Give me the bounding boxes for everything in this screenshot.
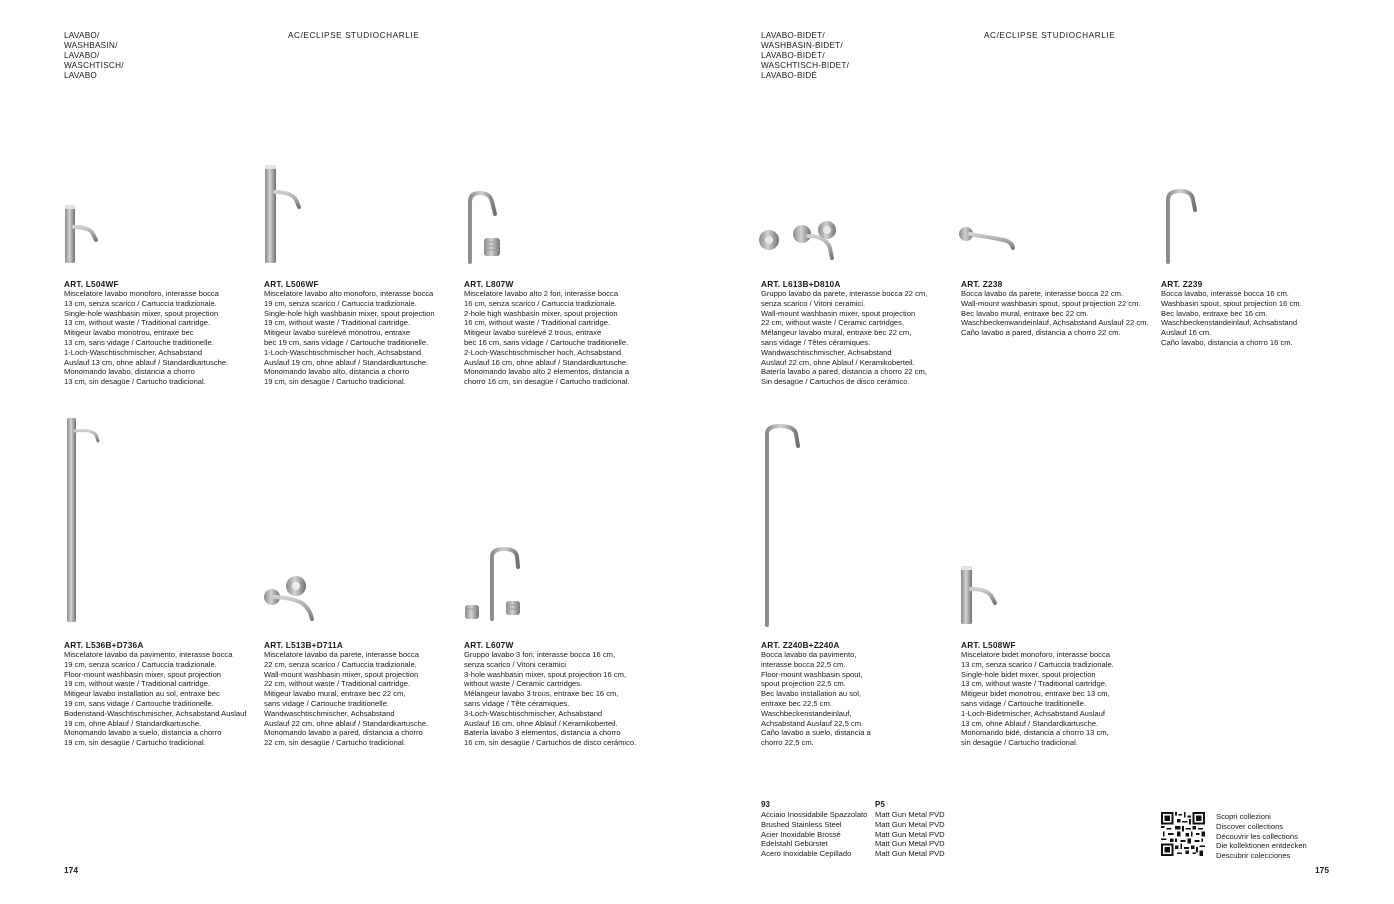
product-description: Bocca lavabo da pavimento, interasse bocca 22,5 cm. Floor-mount washbasin spout, spout projection 22,5 cm. Bec lavabo installation au sol, entraxe bec 22,5 cm. Waschbeckenstandeinlauf, Achsabstand Auslauf 22,5 cm. Caño lavabo a suelo, distancia a chorro 22,5 cm.: [761, 650, 871, 748]
l504wf-mixer-image: [60, 200, 110, 270]
product-l607w: [464, 640, 674, 748]
right-page-collection: AC/ECLIPSE STUDIOCHARLIE: [984, 31, 1116, 40]
l807w-mixer-image: [462, 190, 512, 265]
finish-93: [761, 800, 867, 859]
finish-names: Matt Gun Metal PVD Matt Gun Metal PVD Matt Gun Metal PVD Matt Gun Metal PVD Matt Gun Metal PVD: [875, 810, 945, 859]
z238-spout-image: [958, 222, 1018, 252]
product-l508wf: [961, 640, 1161, 748]
product-code: ART. L536B+D736A: [64, 640, 144, 650]
product-code: ART. L508WF: [961, 640, 1016, 650]
l607w-mixer-image: [462, 545, 527, 625]
right-page-number: 175: [1315, 865, 1329, 875]
product-l506wf: [264, 279, 464, 387]
product-description: Miscelatore lavabo da pavimento, interasse bocca 19 cm, senza scarico / Cartuccia tradizionale. Floor-mount washbasin mixer, spout projection 19 cm, without waste / Traditional cartridge. Mitigeur lavabo installation au sol, entraxe bec 19 cm, sans vidage / Cartouche traditionelle. Bodenstand-Waschtischmischer, Achsabstand Auslauf 19 cm, ohne Ablauf / Standardkartusche. Monomando lavabo a suelo, distancia a chorro 19 cm, sin desagüe / Cartucho tradicional.: [64, 650, 247, 748]
product-description: Miscelatore lavabo alto monoforo, interasse bocca 19 cm, senza scarico / Cartuccia tradizionale. Single-hole high washbasin mixer, spout projection 19 cm, without waste / Traditional cartridge. Mitigeur lavabo surélevé monotrou, entraxe bec 19 cm, sans vidage / Cartouche traditionelle. 1-Loch-Waschtischmischer hoch, Achsabstand Auslauf 19 cm, ohne ablauf / Standardkartusche. Monomando lavabo alto, distancia a chorro 19 cm, sin desagüe / Cartucho tradicional.: [264, 289, 435, 387]
z240b-z240a-spout-image: [760, 422, 810, 627]
l506wf-mixer-image: [262, 162, 322, 266]
product-description: Gruppo lavabo 3 fori, interasse bocca 16 cm, senza scarico / Vitoni ceramici 3-hole washbasin mixer, spout projection 16 cm, without waste / Ceramic cartridges. Mélangeur lavabo 3 trous, entraxe bec 16 cm, sans vidage / Tête céramiques. 3-Loch-Waschtischmischer, Achsabstand Auslauf 16 cm, ohne Ablauf / Keramikoberteil. Batería lavabo 3 elementos, distancia a chorro 16 cm, sin desagüe / Cartuchos de disco cerámico.: [464, 650, 637, 748]
product-code: ART. L506WF: [264, 279, 319, 289]
product-code: ART. Z238: [961, 279, 1003, 289]
l613b-d810a-mixer-image: [758, 218, 843, 268]
finish-code: 93: [761, 800, 770, 809]
product-l807w: [464, 279, 664, 387]
product-code: ART. Z240B+Z240A: [761, 640, 840, 650]
product-l504wf: [64, 279, 264, 387]
left-page-number: 174: [64, 865, 78, 875]
product-code: ART. L613B+D810A: [761, 279, 841, 289]
product-code: ART. L607W: [464, 640, 514, 650]
discover-collections-text[interactable]: Scopri collezioni Discover collections Découvrir les collections Die kollektionen entdecken Descubrir colecciones: [1216, 812, 1307, 861]
finish-code: P5: [875, 800, 885, 809]
product-z240b-z240a: [761, 640, 961, 748]
finish-p5: [875, 800, 945, 859]
l508wf-bidet-mixer-image: [958, 563, 1008, 628]
product-l536b-d736a: [64, 640, 264, 748]
product-description: Miscelatore bidet monoforo, interasse bocca 13 cm, senza scarico / Cartuccia tradizionale. Single-hole bidet mixer, spout projection 13 cm, without waste / Traditional cartridge. Mitigeur bidet monotrou, entraxe bec 13 cm, sans vidage / Cartouche traditionelle. 1-Loch-Bidetmischer, Achsabstand Auslauf 13 cm, ohne Ablauf / Standardkartusche. Monomando bidé, distancia a chorro 13 cm, sin desagüe / Cartucho tradicional.: [961, 650, 1114, 748]
l513b-d711a-mixer-image: [262, 573, 322, 628]
product-z238: [961, 279, 1156, 338]
left-page-collection: AC/ECLIPSE STUDIOCHARLIE: [288, 31, 420, 40]
right-page-category: LAVABO-BIDET/ WASHBASIN-BIDET/ LAVABO-BIDET/ WASCHTISCH-BIDET/ LAVABO-BIDÉ: [761, 31, 850, 80]
l536b-d736a-mixer-image: [62, 415, 112, 625]
left-page-category: LAVABO/ WASHBASIN/ LAVABO/ WASCHTISCH/ LAVABO: [64, 31, 124, 80]
product-code: ART. Z239: [1161, 279, 1203, 289]
product-description: Miscelatore lavabo alto 2 fori, interasse bocca 16 cm, senza scarico / Cartuccia tradizionale. 2-hole high washbasin mixer, spout projection 16 cm, without waste / Traditional cartridge. Mitigeur lavabo surélevé 2 trous, entraxe bec 16 cm, sans vidage / Cartouche traditionelle. 2-Loch-Waschtischmischer hoch, Achsabstand Auslauf 16 cm, ohne ablauf / Standardkartusche. Monomando lavabo alto 2 elementos, distancia a chorro 16 cm, sin desagüe / Cartucho tradicional.: [464, 289, 630, 387]
product-code: ART. L504WF: [64, 279, 119, 289]
product-description: Bocca lavabo da parete, interasse bocca 22 cm. Wall-mount washbasin spout, spout projection 22 cm. Bec lavabo mural, entraxe bec 22 cm. Waschbeckenwandeinlauf, Achsabstand Auslauf 22 cm. Caño lavabo a pared, distancia a chorro 22 cm.: [961, 289, 1149, 338]
product-description: Bocca lavabo, interasse bocca 16 cm. Washbasin spout, spout projection 16 cm. Bec lavabo, entraxe bec 16 cm. Waschbeckenstandeinlauf, Achsabstand Auslauf 16 cm. Caño lavabo, distancia a chorro 16 cm.: [1161, 289, 1302, 347]
product-z239: [1161, 279, 1341, 348]
product-l513b-d711a: [264, 640, 464, 748]
product-description: Miscelatore lavabo da parete, interasse bocca 22 cm, senza scarico / Cartuccia tradizionale. Wall-mount washbasin mixer, spout projection 22 cm, without waste / Traditional cartridge. Mitigeur lavabo mural, entraxe bec 22 cm, sans vidage / Cartouche traditionelle. Wandwaschtischmischer, Achsabstand Auslauf 22 cm, ohne ablauf / Standardkartusche. Monomando lavabo a pared, distancia a chorro 22 cm, sin desagüe / Cartucho tradicional.: [264, 650, 429, 748]
finish-names: Acciaio Inossidabile Spazzolato Brushed Stainless Steel Acier Inoxidable Brossé Edelstahl Gebürstet Acero Inoxidable Cepillado: [761, 810, 868, 859]
product-description: Gruppo lavabo da parete, interasse bocca 22 cm, senza scarico / Vitoni ceramici. Wall-mount washbasin mixer, spout projection 22 cm, without waste / Ceramic cartridges. Mélangeur lavabo mural, entraxe bec 22 cm, sans vidage / Têtes céramiques. Wandwaschtischmischer, Achsabstand Auslauf 22 cm, ohne Ablauf / Keramikoberteil. Batería lavabo a pared, distancia a chorro 22 cm, Sin desagüe / Cartuchos de disco cerámico.: [761, 289, 928, 387]
z239-spout-image: [1160, 188, 1210, 266]
product-l613b-d810a: [761, 279, 961, 387]
product-code: ART. L513B+D711A: [264, 640, 344, 650]
product-code: ART. L807W: [464, 279, 514, 289]
qr-code-icon[interactable]: [1161, 812, 1205, 856]
product-description: Miscelatore lavabo monoforo, interasse bocca 13 cm, senza scarico / Cartuccia tradizionale. Single-hole washbasin mixer, spout projection 13 cm, without waste / Traditional cartridge. Mitigeur lavabo monotrou, entraxe bec 13 cm, sans vidage / Cartouche traditionelle. 1-Loch-Waschtischmischer, Achsabstand Auslauf 13 cm, ohne ablauf / Standardkartusche. Monomando lavabo, distancia a chorro 13 cm, sin desagüe / Cartucho tradicional.: [64, 289, 229, 387]
